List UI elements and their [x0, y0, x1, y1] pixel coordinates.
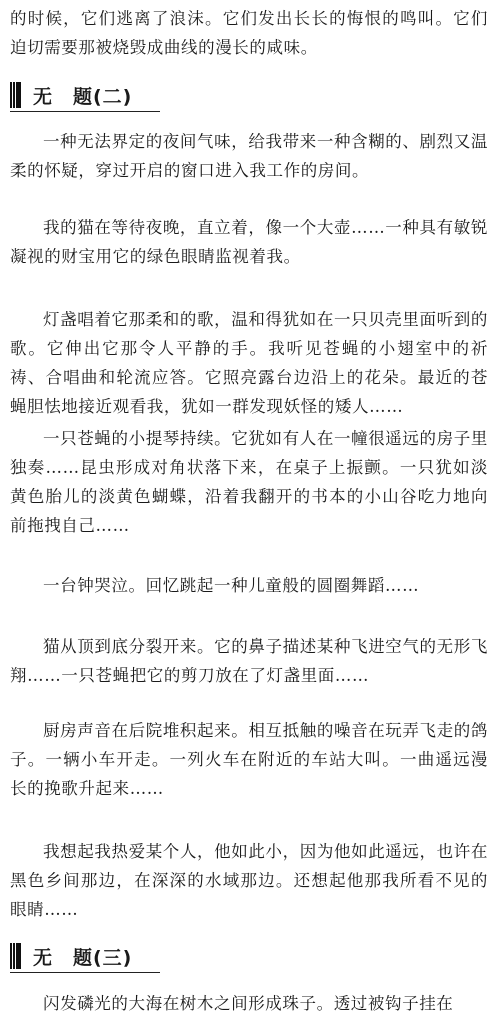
section-heading-2 — [10, 82, 132, 108]
heading-bars-icon — [10, 943, 21, 969]
section-title-3: 无 题(三) — [33, 946, 133, 969]
paragraph: 厨房声音在后院堆积起来。相互抵触的噪音在玩弄飞走的鸽子。一辆小车开走。一列火车在附近的车站大叫。一曲遥远漫长的挽歌升起来…… — [10, 721, 488, 798]
paragraph-top-fragment: 的时候，它们逃离了浪沫。它们发出长长的悔恨的鸣叫。它们迫切需要那被烧毁成曲线的漫长的咸味。 — [10, 9, 488, 57]
paragraph: 一种无法界定的夜间气味，给我带来一种含糊的、剧烈又温柔的怀疑，穿过开启的窗口进入我工作的房间。 — [10, 132, 488, 180]
heading-underline — [10, 111, 160, 112]
paragraph: 一台钟哭泣。回忆跳起一种儿童般的圆圈舞蹈…… — [43, 576, 420, 595]
paragraph: 猫从顶到底分裂开来。它的鼻子描述某种飞进空气的无形飞翔……一只苍蝇把它的剪刀放在了灯盏里面…… — [10, 637, 488, 685]
heading-bars-icon — [10, 82, 21, 108]
section-heading-3 — [10, 943, 132, 969]
paragraph: 我想起我热爱某个人，他如此小，因为他如此遥远，也许在黑色乡间那边，在深深的水域那边。还想起他那我所看不见的眼睛…… — [10, 842, 488, 919]
paragraph: 一只苍蝇的小提琴持续。它犹如有人在一幢很遥远的房子里独奏……昆虫形成对角状落下来，在桌子上振颤。一只犹如淡黄色胎儿的淡黄色蝴蝶，沿着我翻开的书本的小山谷吃力地向前拖拽自己…… — [10, 429, 488, 535]
paragraph: 闪发磷光的大海在树木之间形成珠子。透过被钩子挂在 — [43, 994, 454, 1013]
section-title-2: 无 题(二) — [33, 85, 133, 108]
heading-underline — [10, 972, 160, 973]
paragraph: 我的猫在等待夜晚，直立着，像一个大壶……一种具有敏锐凝视的财宝用它的绿色眼睛监视着我。 — [10, 218, 488, 266]
paragraph: 灯盏唱着它那柔和的歌，温和得犹如在一只贝壳里面听到的歌。它伸出它那令人平静的手。我听见苍蝇的小翅室中的祈祷、合唱曲和轮流应答。它照亮露台边沿上的花朵。最近的苍蝇胆怯地接近观看我，犹如一群发现妖怪的矮人…… — [10, 310, 488, 416]
